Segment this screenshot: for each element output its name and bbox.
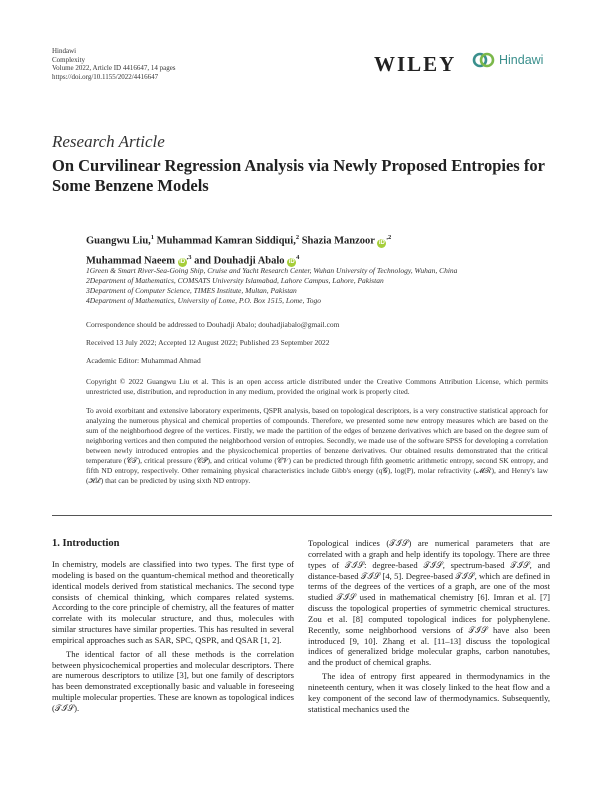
affiliation: 3Department of Computer Science, TIMES Institute, Multan, Pakistan — [86, 286, 297, 295]
affiliation-ref: 1 — [150, 234, 155, 241]
journal-name: Complexity — [52, 55, 86, 64]
author-name: and Douhadji Abalo — [191, 255, 285, 266]
author-name: Guangwu Liu, — [86, 235, 151, 247]
author-name: Muhammad Naeem — [86, 255, 175, 266]
paragraph: The idea of entropy first appeared in thermodynamics in the nineteenth century, when it was closely linked to the heat flow and a key component of the second law of thermodynamics. Subsequently, statistical mechanics used the — [308, 671, 550, 714]
hindawi-wordmark: Hindawi — [499, 53, 544, 67]
affiliation: 2Department of Mathematics, COMSATS University Islamabad, Lahore Campus, Lahore, Pakistan — [86, 276, 384, 285]
affiliation-ref: 2 — [295, 234, 300, 241]
orcid-icon[interactable]: iD — [288, 259, 295, 265]
paragraph: Topological indices (𝒯ℐ𝒮) are numerical parameters that are correlated with a graph and help identify its topology. There are three types of 𝒯ℐ𝒮: degree-based 𝒯ℐ𝒮, spectrum-based 𝒯ℐ𝒮, and distance-based 𝒯ℐ𝒮 [4, 5]. Degree-based 𝒯ℐ𝒮, which are defined in terms of the degrees of the vertices of a graph, are one of the most studied 𝒯ℐ𝒮 used in mathematical chemistry [6]. Imran et al. [7] discuss the topological properties of symmetric chemical structures. Zou et al. [8] computed topological indices for polyphenylene. Recently, some neighborhood versions of 𝒯ℐ𝒮 have also been introduced [9, 10]. Zhang et al. [11–13] discuss the topological indices of generalized bridge molecular graphs, carbon nanotubes, and the product of chemical graphs. — [308, 538, 550, 668]
affiliation: 4Department of Mathematics, University of Lome, P.O. Box 1515, Lome, Togo — [86, 296, 321, 305]
publication-dates: Received 13 July 2022; Accepted 12 August 2022; Published 23 September 2022 — [86, 338, 330, 347]
hindawi-logo — [472, 51, 543, 69]
affiliation-ref: ,2 — [386, 234, 392, 241]
author-list — [86, 230, 526, 269]
orcid-icon[interactable]: iD — [179, 259, 186, 265]
academic-editor: Academic Editor: Muhammad Ahmad — [86, 356, 201, 365]
section-divider — [52, 515, 552, 516]
affiliation-ref: ,3 — [186, 253, 192, 261]
orcid-icon[interactable]: iD — [378, 239, 385, 246]
journal-meta — [52, 47, 176, 81]
author-name: Shazia Manzoor — [299, 235, 375, 247]
paragraph: The identical factor of all these methods is the correlation between physicochemical properties and molecular descriptors. There are numerous descriptors to utilize [3], but one family of descriptors has been demonstrated exceptionally basic and valuable in foreseeing multiple molecular properties. These are known as topological indices (𝒯ℐ𝒮). — [52, 648, 294, 713]
volume-line: Volume 2022, Article ID 4416647, 14 pages — [52, 64, 176, 73]
affiliation-ref: 4 — [296, 253, 300, 261]
author-name: Muhammad Kamran Siddiqui, — [154, 235, 296, 247]
doi-link[interactable]: https://doi.org/10.1155/2022/4416647 — [52, 72, 159, 81]
affiliation-list — [86, 266, 556, 306]
paper-title: On Curvilinear Regression Analysis via Newly Proposed Entropies for Some Benzene Models — [52, 156, 545, 195]
body-column-right — [308, 538, 550, 718]
publisher-name: Hindawi — [52, 47, 77, 55]
affiliation: 1Green & Smart River-Sea-Going Ship, Cruise and Yacht Research Center, Wuhan University of Technology, Wuhan, China — [86, 266, 458, 275]
abstract: To avoid exorbitant and extensive laboratory experiments, QSPR analysis, based on topological descriptors, is a very constructive statistical approach for analyzing the numerous physical and chemical properties of compounds. Therefore, we presented some new entropy measures which are based on the sum of the neighborhood degree of the vertices. Firstly, we made the partition of the edges of benzene derivatives which are based on the degree sum of neighboring vertices and then computed the neighborhood version of entropies. Secondly, we made use of the software SPSS for developing a correlation between newly introduced entropies and the physicochemical properties of benzene derivatives. Our obtained results demonstrated that the critical temperature (𝒞𝒯), critical pressure (𝒞𝒫), and critical volume (𝒞𝒱) can be predicted through fifth geometric arithmetic entropy, second SK entropy, and fifth ND entropy, respectively. Other remaining physical characteristics include Gibb's energy (q𝒢), log(P), molar refractivity (𝓜ℛ), and Henry's law (ℋℒ) that can be predicted by using sixth ND entropy. — [86, 406, 548, 485]
copyright-notice: Copyright © 2022 Guangwu Liu et al. This is an open access article distributed under the Creative Commons Attribution License, which permits unrestricted use, distribution, and reproduction in any medium, provided the original work is properly cited. — [86, 377, 548, 396]
article-type: Research Article — [52, 132, 165, 151]
hindawi-rings-icon — [472, 51, 496, 69]
wiley-logo: WILEY — [374, 52, 457, 76]
paragraph: In chemistry, models are classified into two types. The first type of modeling is based on the quantum-chemical method and theoretically identical models derived from statistical mechanics. The second type consists of chemical thinking, which compares related systems. According to the core principle of chemistry, all the features of matter correlate with its molecular structure, and thus, molecules with similar structures have similar properties. This has resulted in several empirical approaches such as SAR, SPC, QSPR, and QSAR [1, 2]. — [52, 559, 294, 645]
correspondence-line: Correspondence should be addressed to Douhadji Abalo; douhadjiabalo@gmail.com — [86, 320, 340, 329]
section-heading: 1. Introduction — [52, 538, 120, 549]
body-column-left — [52, 538, 294, 717]
